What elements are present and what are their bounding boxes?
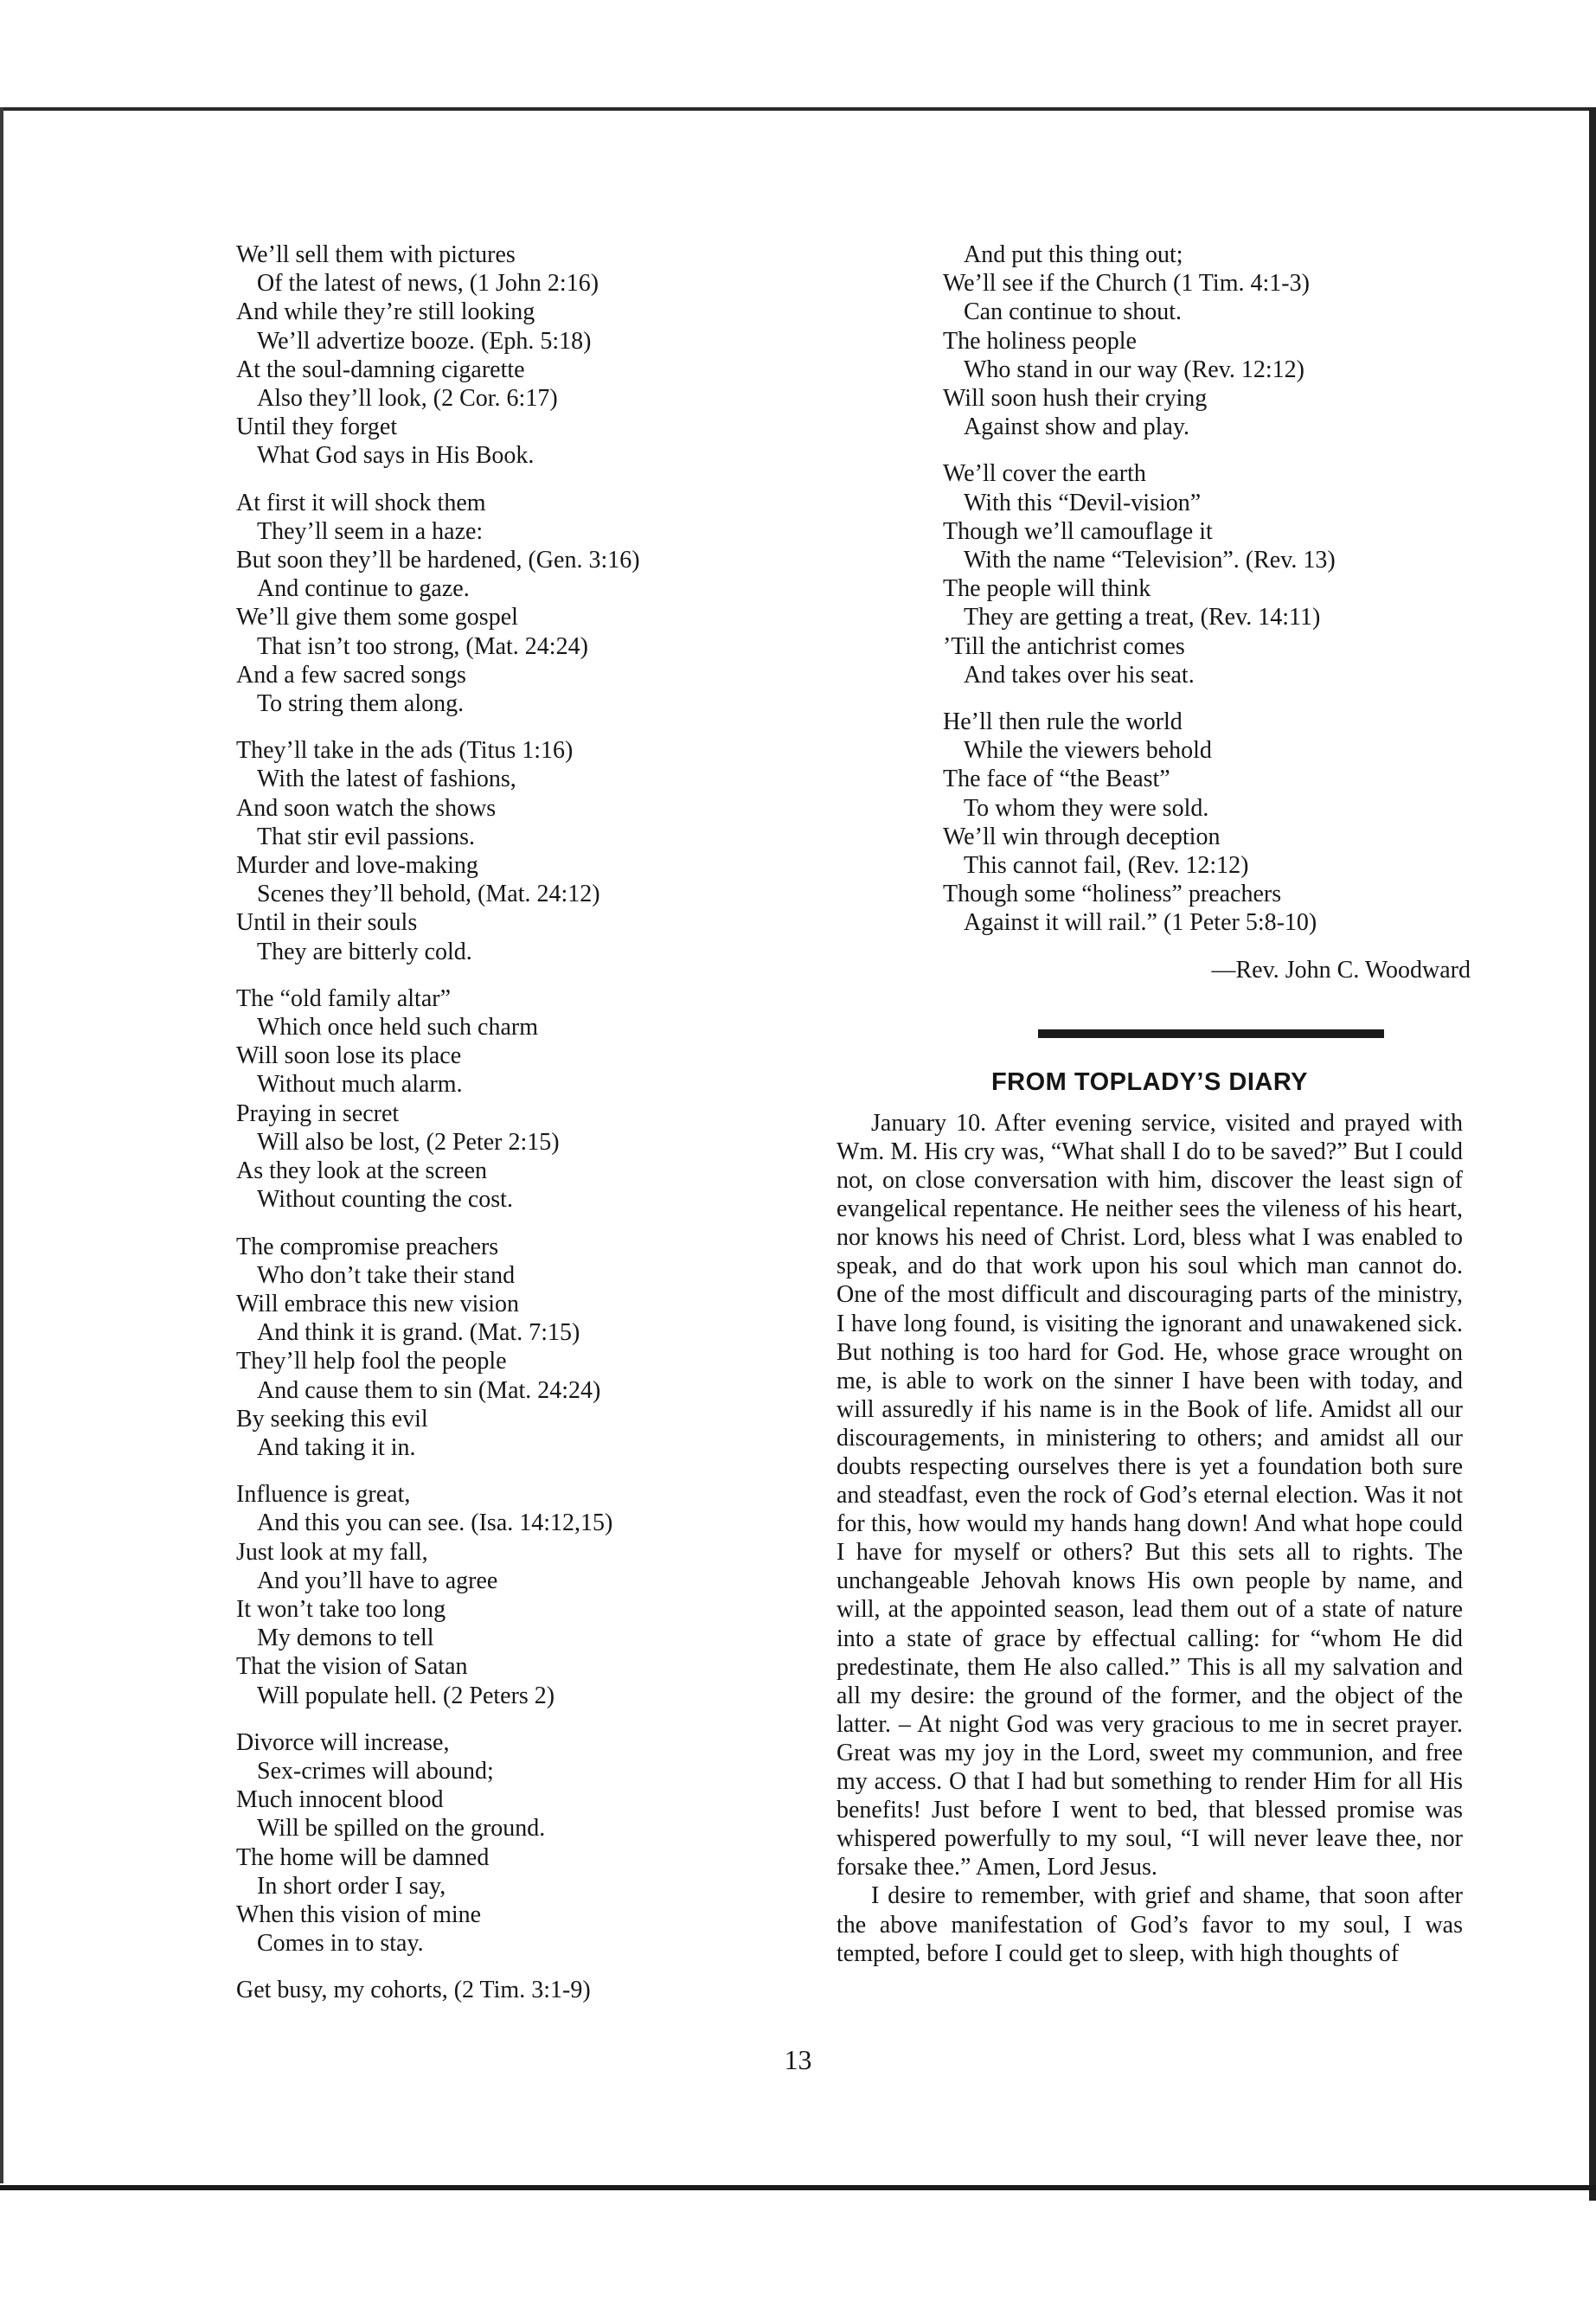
poem-line: At first it will shock them bbox=[236, 489, 486, 516]
poem-line: Will embrace this new vision bbox=[236, 1290, 520, 1317]
section-divider-rule bbox=[1038, 1029, 1384, 1038]
diary-section bbox=[836, 1067, 1463, 1968]
poem-line: We’ll cover the earth bbox=[943, 460, 1146, 488]
poem-line: And this you can see. (Isa. 14:12,15) bbox=[257, 1509, 613, 1537]
page-edge-right bbox=[1589, 107, 1596, 2201]
poem-line: Until they forget bbox=[236, 413, 398, 441]
right-column bbox=[836, 240, 1471, 1968]
poem-line: Will also be lost, (2 Peter 2:15) bbox=[257, 1128, 560, 1156]
diary-heading: FROM TOPLADY’S DIARY bbox=[990, 1067, 1309, 1096]
poem-line: We’ll give them some gospel bbox=[236, 604, 518, 631]
poem-line: And cause them to sin (Mat. 24:24) bbox=[257, 1376, 601, 1404]
poem-line: They’ll take in the ads (Titus 1:16) bbox=[236, 737, 574, 765]
poem-line: Divorce will increase, bbox=[236, 1728, 450, 1756]
poem-line: With the name “Television”. (Rev. 13) bbox=[964, 547, 1336, 574]
poem-line: With the latest of fashions, bbox=[257, 766, 516, 793]
poem-line: In short order I say, bbox=[257, 1872, 446, 1900]
poem-line: Against show and play. bbox=[964, 413, 1190, 441]
poem-line: The holiness people bbox=[943, 327, 1137, 355]
poem-line: And put this thing out; bbox=[964, 241, 1183, 268]
poem-line: Will populate hell. (2 Peters 2) bbox=[257, 1682, 555, 1709]
poem-stanza bbox=[236, 240, 703, 471]
poem-stanza bbox=[236, 1233, 703, 1463]
poem-line: They’ll seem in a haze: bbox=[257, 517, 484, 545]
poem-line: We’ll see if the Church (1 Tim. 4:1-3) bbox=[943, 270, 1310, 298]
poem-line: But soon they’ll be hardened, (Gen. 3:16) bbox=[236, 547, 640, 574]
poem-line: We’ll advertize booze. (Eph. 5:18) bbox=[257, 327, 592, 355]
poem-line: Though we’ll camouflage it bbox=[943, 517, 1213, 545]
poem-stanza bbox=[943, 708, 1471, 938]
poem-line: Get busy, my cohorts, (2 Tim. 3:1-9) bbox=[236, 1977, 591, 2004]
poem-line: We’ll sell them with pictures bbox=[236, 241, 516, 268]
page-number: 13 bbox=[784, 2044, 812, 2075]
poem-line: He’ll then rule the world bbox=[943, 708, 1183, 736]
poem-line: Who stand in our way (Rev. 12:12) bbox=[964, 356, 1304, 383]
poem-line: And think it is grand. (Mat. 7:15) bbox=[257, 1319, 580, 1347]
poem-line: Of the latest of news, (1 John 2:16) bbox=[257, 270, 599, 298]
poem-line: Just look at my fall, bbox=[236, 1538, 428, 1566]
poem-line: Without much alarm. bbox=[257, 1071, 463, 1099]
poem-line: And continue to gaze. bbox=[257, 575, 470, 603]
poem-line: At the soul-damning cigarette bbox=[236, 356, 525, 383]
diary-paragraph: January 10. After evening service, visited and prayed with Wm. M. His cry was, “What shall I do to be saved?” But I could not, on close conversation with him, discover the least sign of evangelical repentance. He neither sees the vileness of his heart, nor knows his need of Christ. Lord, bless what I was enabled to speak, and do that work upon his soul which man cannot do. One of the most difficult and discouraging parts of the ministry, I have long found, is visiting the ignorant and unawakened sick. But nothing is too hard for God. He, whose grace wrought on me, is able to work on the sinner I have been with today, and will assuredly if his name is in the Book of life. Amidst all our discouragements, in ministering to others; and amidst all our doubts respecting ourselves there is yet a foundation both sure and steadfast, even the rock of God’s eternal election. Was it not for this, how would my hands hang down! And what hope could I have for myself or others? But this sets all to rights. The unchangeable Jehovah knows His own people by name, and will, at the appointed season, lead them out of a state of nature into a state of grace by effectual calling: for “whom He did predestinate, them He also called.” This is all my salvation and all my desire: the ground of the former, and the object of the latter. – At night God was very gracious to me in secret prayer. Great was my joy in the Lord, sweet my communion, and free my access. O that I had but something to render Him for all His benefits! Just before I went to bed, that blessed promise was whispered powerfully to my soul, “I will never leave thee, nor forsake thee.” Amen, Lord Jesus. bbox=[836, 1109, 1463, 1881]
poem-line: To whom they were sold. bbox=[964, 794, 1209, 822]
diary-paragraph: I desire to remember, with grief and shame, that soon after the above manifestation of God’s favor to my soul, I was tempted, before I could get to sleep, with high thoughts of bbox=[836, 1882, 1463, 1967]
poem-line: Will be spilled on the ground. bbox=[257, 1815, 546, 1843]
page-edge-bottom bbox=[0, 2185, 1596, 2190]
poem-author: —Rev. John C. Woodward bbox=[1211, 956, 1471, 984]
poem-line: Murder and love-making bbox=[236, 852, 478, 880]
poem-line: That isn’t too strong, (Mat. 24:24) bbox=[257, 632, 588, 660]
poem-line: It won’t take too long bbox=[236, 1595, 446, 1623]
poem-line: Without counting the cost. bbox=[257, 1186, 513, 1214]
poem-stanza bbox=[236, 736, 703, 966]
poem-stanza bbox=[236, 1728, 703, 1958]
poem-line: The face of “the Beast” bbox=[943, 766, 1170, 793]
poem-line: The compromise preachers bbox=[236, 1233, 499, 1260]
poem-line: That the vision of Satan bbox=[236, 1653, 468, 1681]
poem-stanza bbox=[943, 240, 1471, 441]
poem-left-column bbox=[236, 240, 703, 2023]
poem-line: That stir evil passions. bbox=[257, 823, 475, 850]
poem-line: This cannot fail, (Rev. 12:12) bbox=[964, 852, 1249, 880]
poem-line: With this “Devil-vision” bbox=[964, 489, 1202, 516]
poem-line: Against it will rail.” (1 Peter 5:8-10) bbox=[964, 909, 1317, 937]
poem-line: Also they’ll look, (2 Cor. 6:17) bbox=[257, 385, 558, 413]
poem-line: Praying in secret bbox=[236, 1099, 400, 1127]
poem-line: The home will be damned bbox=[236, 1843, 490, 1871]
poem-line: The people will think bbox=[943, 575, 1151, 603]
poem-line: Though some “holiness” preachers bbox=[943, 881, 1282, 908]
poem-line: ’Till the antichrist comes bbox=[943, 632, 1185, 660]
poem-line: And taking it in. bbox=[257, 1433, 416, 1461]
poem-line: The “old family altar” bbox=[236, 984, 451, 1012]
poem-line: To string them along. bbox=[257, 690, 465, 718]
poem-line: What God says in His Book. bbox=[257, 442, 535, 470]
poem-line: And while they’re still looking bbox=[236, 298, 535, 326]
poem-line: They’ll help fool the people bbox=[236, 1348, 507, 1375]
page-edge-top bbox=[0, 107, 1596, 111]
poem-right-section bbox=[943, 240, 1471, 938]
poem-line: While the viewers behold bbox=[964, 737, 1212, 765]
poem-line: Comes in to stay. bbox=[257, 1930, 424, 1958]
page-edge-left bbox=[0, 107, 3, 2183]
poem-line: And takes over his seat. bbox=[964, 661, 1195, 689]
poem-line: Influence is great, bbox=[236, 1481, 411, 1509]
poem-stanza bbox=[236, 984, 703, 1215]
poem-line: Will soon hush their crying bbox=[943, 385, 1208, 413]
poem-stanza bbox=[943, 459, 1471, 689]
poem-line: Much innocent blood bbox=[236, 1786, 444, 1814]
poem-line: They are bitterly cold. bbox=[257, 938, 472, 965]
poem-line: They are getting a treat, (Rev. 14:11) bbox=[964, 604, 1321, 631]
poem-line: Sex-crimes will abound; bbox=[257, 1757, 494, 1785]
poem-line: My demons to tell bbox=[257, 1625, 434, 1652]
poem-line: Will soon lose its place bbox=[236, 1042, 462, 1070]
poem-line: When this vision of mine bbox=[236, 1900, 482, 1928]
poem-line: By seeking this evil bbox=[236, 1405, 428, 1433]
poem-line: And soon watch the shows bbox=[236, 794, 497, 822]
poem-stanza bbox=[236, 489, 703, 719]
poem-stanza bbox=[236, 1976, 703, 2004]
poem-line: Which once held such charm bbox=[257, 1014, 538, 1042]
poem-line: Who don’t take their stand bbox=[257, 1261, 516, 1289]
poem-stanza bbox=[236, 1480, 703, 1710]
poem-line: As they look at the screen bbox=[236, 1157, 488, 1185]
poem-line: Can continue to shout. bbox=[964, 298, 1182, 326]
poem-line: We’ll win through deception bbox=[943, 823, 1221, 850]
poem-line: Scenes they’ll behold, (Mat. 24:12) bbox=[257, 881, 600, 908]
poem-line: And a few sacred songs bbox=[236, 661, 466, 689]
poem-line: And you’ll have to agree bbox=[257, 1567, 498, 1594]
poem-line: Until in their souls bbox=[236, 909, 418, 937]
